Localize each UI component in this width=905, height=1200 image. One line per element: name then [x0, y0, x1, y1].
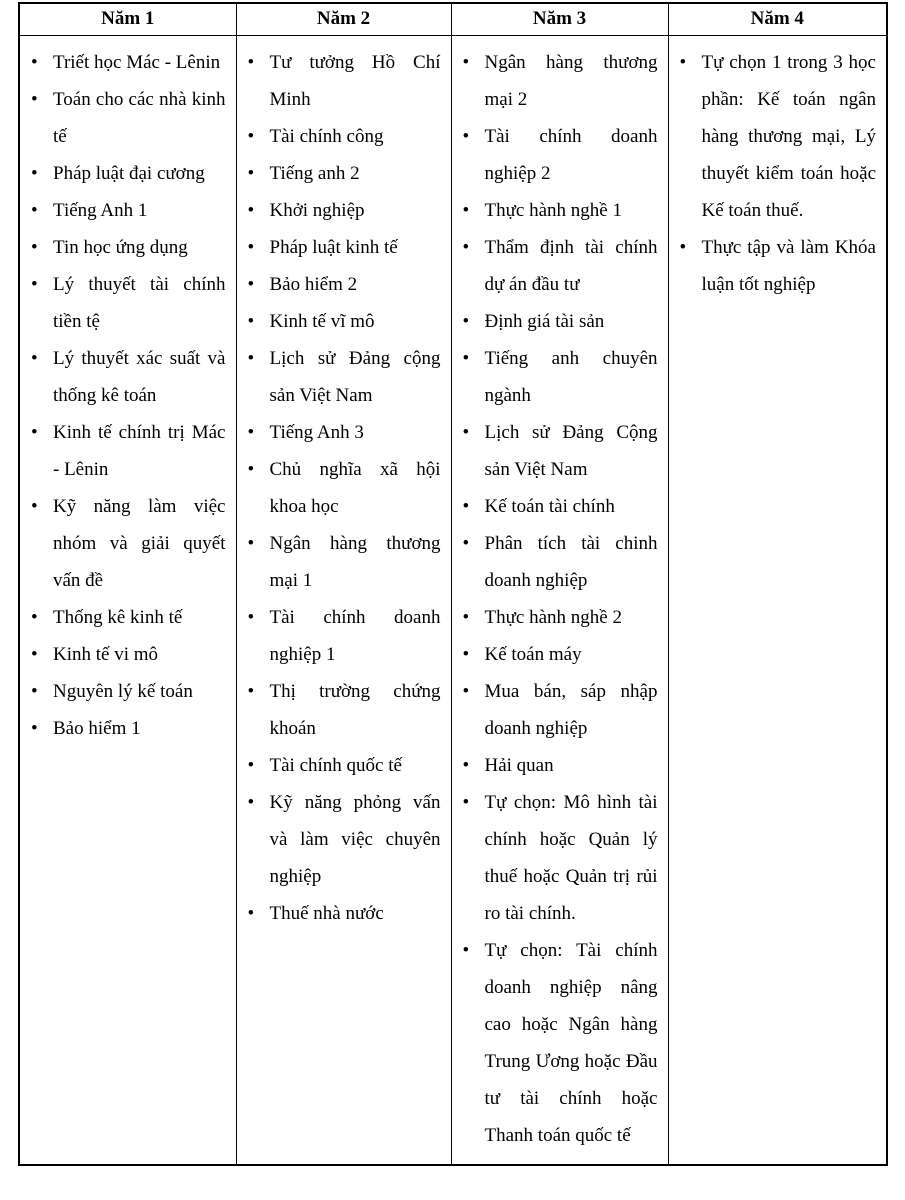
course-item	[452, 636, 658, 673]
bullet-icon: •	[31, 274, 38, 295]
course-item-label: Kế toán máy	[484, 644, 582, 665]
course-item-label: Tiếng anh 2	[269, 163, 360, 184]
course-item	[452, 118, 658, 192]
bullet-icon: •	[31, 422, 38, 443]
course-item-label: Tài chính doanh nghiệp 2	[484, 126, 658, 184]
course-item	[237, 784, 441, 895]
course-item-label: Hải quan	[484, 755, 554, 776]
course-item-label: Tự chọn 1 trong 3 học phần: Kế toán ngân hàng thương mại, Lý thuyết kiểm toán hoặc Kế toán thuế.	[701, 52, 876, 221]
bullet-icon: •	[462, 496, 470, 517]
course-item-label: Ngân hàng thương mại 1	[269, 533, 441, 591]
table-header-row	[19, 3, 887, 36]
course-item	[452, 599, 658, 636]
course-item	[237, 229, 441, 266]
course-item-label: Tài chính quốc tế	[269, 755, 402, 776]
course-item	[452, 303, 658, 340]
course-item-label: Lý thuyết tài chính tiền tệ	[53, 274, 226, 332]
bullet-icon: •	[31, 718, 38, 739]
table-body-row	[19, 36, 887, 1166]
bullet-icon: •	[679, 237, 687, 258]
course-item-label: Phân tích tài chinh doanh nghiệp	[484, 533, 658, 591]
course-item-label: Kinh tế vi mô	[53, 644, 159, 665]
course-item-label: Thống kê kinh tế	[53, 607, 183, 628]
bullet-icon: •	[247, 348, 255, 369]
course-item	[669, 229, 877, 303]
course-item	[452, 673, 658, 747]
course-item	[669, 44, 877, 229]
bullet-icon: •	[462, 348, 470, 369]
course-item	[237, 340, 441, 414]
course-item-label: Kế toán tài chính	[484, 496, 615, 517]
course-item	[237, 44, 441, 118]
course-item-label: Kỹ năng làm việc nhóm và giải quyết vấn đề	[53, 496, 226, 591]
bullet-icon: •	[247, 52, 255, 73]
course-item-label: Tài chính doanh nghiệp 1	[269, 607, 441, 665]
course-item-label: Lý thuyết xác suất và thống kê toán	[53, 348, 226, 406]
year-4-course-list	[669, 44, 877, 303]
year-4-cell	[668, 36, 887, 1166]
course-item	[20, 414, 226, 488]
course-item-label: Thực hành nghề 1	[484, 200, 622, 221]
course-item	[237, 414, 441, 451]
course-item	[452, 525, 658, 599]
course-item-label: Định giá tài sản	[484, 311, 605, 332]
bullet-icon: •	[247, 237, 255, 258]
bullet-icon: •	[31, 681, 38, 702]
course-item-label: Kỹ năng phỏng vấn và làm việc chuyên nghiệp	[269, 792, 441, 887]
bullet-icon: •	[462, 681, 470, 702]
bullet-icon: •	[247, 792, 255, 813]
course-item-label: Kinh tế vĩ mô	[269, 311, 375, 332]
course-item-label: Tin học ứng dụng	[53, 237, 188, 258]
year-3-cell	[451, 36, 668, 1166]
course-item	[452, 229, 658, 303]
bullet-icon: •	[462, 533, 470, 554]
bullet-icon: •	[462, 940, 470, 961]
bullet-icon: •	[247, 681, 255, 702]
course-item-label: Thẩm định tài chính dự án đầu tư	[484, 237, 658, 295]
bullet-icon: •	[31, 348, 38, 369]
course-item-label: Tài chính công	[269, 126, 384, 147]
course-item	[237, 895, 441, 932]
course-item	[452, 192, 658, 229]
bullet-icon: •	[247, 459, 255, 480]
course-item	[237, 599, 441, 673]
course-item-label: Khởi nghiệp	[269, 200, 365, 221]
course-item	[237, 525, 441, 599]
bullet-icon: •	[31, 200, 38, 221]
course-item-label: Pháp luật đại cương	[53, 163, 205, 184]
course-item-label: Lịch sử Đảng Cộng sản Việt Nam	[484, 422, 658, 480]
bullet-icon: •	[462, 422, 470, 443]
course-item	[452, 488, 658, 525]
course-item-label: Triết học Mác - Lênin	[53, 52, 221, 73]
bullet-icon: •	[247, 200, 255, 221]
course-item	[452, 340, 658, 414]
course-item-label: Tự chọn: Tài chính doanh nghiệp nâng cao hoặc Ngân hàng Trung Ương hoặc Đầu tư tài chính hoặc Thanh toán quốc tế	[484, 940, 658, 1146]
course-item-label: Pháp luật kinh tế	[269, 237, 398, 258]
course-item	[237, 303, 441, 340]
course-item-label: Lịch sử Đảng cộng sản Việt Nam	[269, 348, 441, 406]
course-item	[452, 747, 658, 784]
course-item-label: Ngân hàng thương mại 2	[484, 52, 658, 110]
bullet-icon: •	[462, 755, 470, 776]
bullet-icon: •	[31, 607, 38, 628]
course-item	[237, 118, 441, 155]
bullet-icon: •	[31, 52, 38, 73]
course-item	[20, 192, 226, 229]
bullet-icon: •	[247, 163, 255, 184]
bullet-icon: •	[31, 496, 38, 517]
bullet-icon: •	[247, 311, 255, 332]
year-1-course-list	[20, 44, 226, 747]
course-item-label: Tiếng anh chuyên ngành	[484, 348, 658, 406]
bullet-icon: •	[462, 607, 470, 628]
course-item	[20, 710, 226, 747]
course-item	[20, 266, 226, 340]
course-item-label: Tiếng Anh 1	[53, 200, 148, 221]
bullet-icon: •	[31, 237, 38, 258]
course-item	[20, 44, 226, 81]
course-item	[237, 155, 441, 192]
curriculum-table	[18, 2, 888, 1166]
course-item	[20, 81, 226, 155]
course-item-label: Chủ nghĩa xã hội khoa học	[269, 459, 441, 517]
course-item	[20, 340, 226, 414]
course-item	[20, 636, 226, 673]
bullet-icon: •	[31, 644, 38, 665]
bullet-icon: •	[247, 422, 255, 443]
bullet-icon: •	[31, 89, 38, 110]
course-item-label: Nguyên lý kế toán	[53, 681, 193, 702]
bullet-icon: •	[462, 311, 470, 332]
course-item-label: Bảo hiểm 2	[269, 274, 358, 295]
bullet-icon: •	[31, 163, 38, 184]
course-item	[237, 451, 441, 525]
course-item	[452, 932, 658, 1154]
bullet-icon: •	[462, 792, 470, 813]
course-item-label: Toán cho các nhà kinh tế	[53, 89, 226, 147]
course-item	[452, 784, 658, 932]
course-item	[237, 673, 441, 747]
course-item	[20, 488, 226, 599]
course-item	[20, 599, 226, 636]
bullet-icon: •	[247, 274, 255, 295]
bullet-icon: •	[679, 52, 687, 73]
course-item-label: Tự chọn: Mô hình tài chính hoặc Quản lý thuế hoặc Quản trị rủi ro tài chính.	[484, 792, 658, 924]
course-item-label: Thuế nhà nước	[269, 903, 384, 924]
course-item-label: Kinh tế chính trị Mác - Lênin	[53, 422, 226, 480]
course-item-label: Thực hành nghề 2	[484, 607, 622, 628]
column-header-nam-2: Năm 2	[236, 3, 451, 36]
year-2-cell	[236, 36, 451, 1166]
course-item-label: Bảo hiểm 1	[53, 718, 141, 739]
bullet-icon: •	[247, 126, 255, 147]
year-2-course-list	[237, 44, 441, 932]
bullet-icon: •	[462, 200, 470, 221]
bullet-icon: •	[247, 903, 255, 924]
course-item-label: Mua bán, sáp nhập doanh nghiệp	[484, 681, 658, 739]
course-item	[20, 229, 226, 266]
course-item-label: Tư tưởng Hồ Chí Minh	[269, 52, 441, 110]
course-item	[237, 266, 441, 303]
year-3-course-list	[452, 44, 658, 1154]
course-item	[452, 414, 658, 488]
course-item	[20, 155, 226, 192]
bullet-icon: •	[247, 533, 255, 554]
year-1-cell	[19, 36, 236, 1166]
course-item-label: Tiếng Anh 3	[269, 422, 364, 443]
bullet-icon: •	[462, 237, 470, 258]
course-item	[452, 44, 658, 118]
bullet-icon: •	[462, 126, 470, 147]
column-header-nam-1: Năm 1	[19, 3, 236, 36]
column-header-nam-3: Năm 3	[451, 3, 668, 36]
course-item-label: Thị trường chứng khoán	[269, 681, 441, 739]
course-item	[20, 673, 226, 710]
bullet-icon: •	[462, 52, 470, 73]
course-item	[237, 747, 441, 784]
bullet-icon: •	[247, 755, 255, 776]
course-item	[237, 192, 441, 229]
bullet-icon: •	[247, 607, 255, 628]
course-item-label: Thực tập và làm Khóa luận tốt nghiệp	[701, 237, 876, 295]
bullet-icon: •	[462, 644, 470, 665]
column-header-nam-4: Năm 4	[668, 3, 887, 36]
